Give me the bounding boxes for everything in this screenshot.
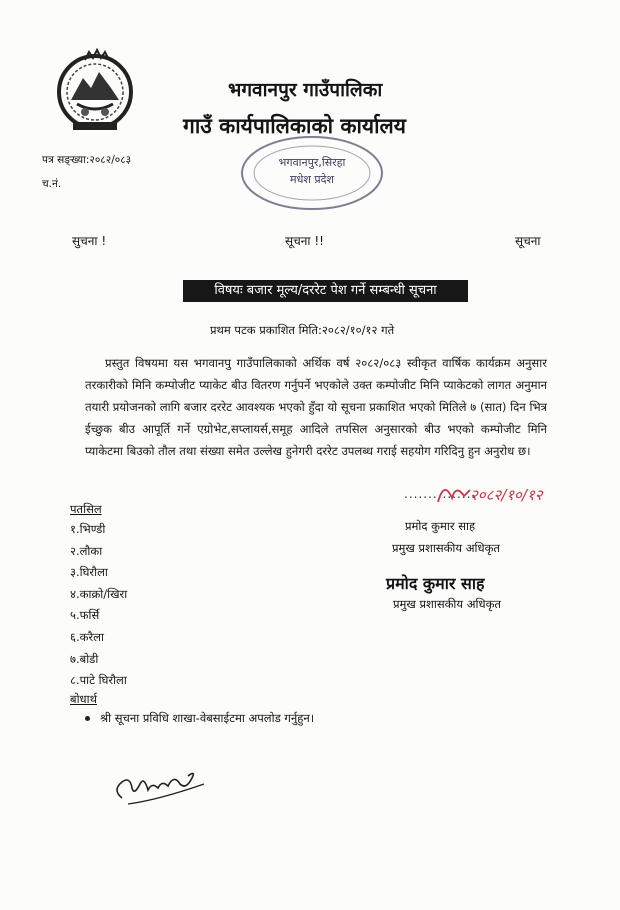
bullet-icon xyxy=(85,716,90,721)
initials-signature xyxy=(108,760,213,810)
signature-line: ............... xyxy=(404,487,477,501)
title-stamp: प्रमुख प्रशासकीय अधिकृत xyxy=(393,597,501,611)
subject-banner: विषयः बजार मूल्य/दररेट पेश गर्ने सम्बन्धी सूचना xyxy=(183,280,468,302)
list-item: ५.फर्सि xyxy=(70,608,100,623)
cc-text: श्री सूचना प्रविधि शाखा-वेबसाईटमा अपलोड गर्नुहुन। xyxy=(100,711,315,725)
reference-number: पत्र सङ्ख्या:२०८२/०८३ xyxy=(42,154,132,166)
list-item: ६.करैला xyxy=(70,629,104,644)
nepal-emblem-icon xyxy=(55,48,135,136)
notice-label-center: सूचना !! xyxy=(285,234,324,248)
signatory-title: प्रमुख प्रशासकीय अधिकृत xyxy=(392,541,500,555)
publication-date: प्रथम पटक प्रकाशित मिति:२०८२/१०/१२ गते xyxy=(210,323,395,337)
chalan-number: च.नं. xyxy=(42,178,62,190)
list-item: १.भिण्डी xyxy=(70,522,106,536)
list-item: २.लौका xyxy=(70,543,103,558)
seed-list xyxy=(70,519,127,692)
stamp-line1: भगवानपुर,सिरहा xyxy=(278,156,346,169)
list-item: ३.घिरौला xyxy=(70,565,108,580)
body-paragraph: प्रस्तुत विषयमा यस भगवानपु गाउँपालिकाको अर्थिक वर्ष २०८२/०८३ स्वीकृत वार्षिक कार्यक्रम अनुसार तरकारीको मिनि कम्पोजीट प्याकेट बीउ वितरण गर्नुपर्ने भएकोले उक्त कम्पोजीट मिनि प्याकेटको लागत अनुमान तयारी प्रयोजनको लागि बजार दररेट आवश्यक भएको हुँदा यो सूचना प्रकाशित भएको मितिले ७ (सात) दिन भित्र ईच्छुक बीउ आपूर्ति गर्ने एग्रोभेट,सप्लायर्स,समूह आदिले तपसिल अनुसारको बीउ भएको कम्पोजीट मिनि प्याकेटमा बिउको तौल तथा संख्या समेत उल्लेख हुनेगरी दररेट उपलब्ध गराई सहयोग गरिदिनु हुन अनुरोध छ। xyxy=(85,356,547,458)
office-name: गाउँ कार्यपालिकाको कार्यालय xyxy=(183,114,406,138)
signatory-name: प्रमोद कुमार साह xyxy=(405,519,476,533)
handwritten-date: २०८२/१०/१२ xyxy=(470,486,543,504)
name-stamp: प्रमोद कुमार साह xyxy=(386,574,485,593)
list-item: ८.पाटे घिरौला xyxy=(70,673,127,688)
office-stamp xyxy=(237,133,387,213)
notice-label-left: सुचना ! xyxy=(72,234,107,248)
cc-item xyxy=(85,711,314,726)
municipality-name: भगवानपुर गाउँपालिका xyxy=(228,79,383,101)
schedule-heading: पतसिल xyxy=(70,502,102,516)
body-text xyxy=(85,352,547,462)
list-item: ७.बोडी xyxy=(70,651,99,666)
stamp-line2: मधेश प्रदेश xyxy=(290,173,334,186)
handwritten-signature-date xyxy=(430,472,560,512)
notice-label-right: सूचना xyxy=(515,234,541,248)
list-item: ४.काक्रो/खिरा xyxy=(70,586,128,601)
bodharth-heading: बोधार्थ xyxy=(70,692,97,706)
